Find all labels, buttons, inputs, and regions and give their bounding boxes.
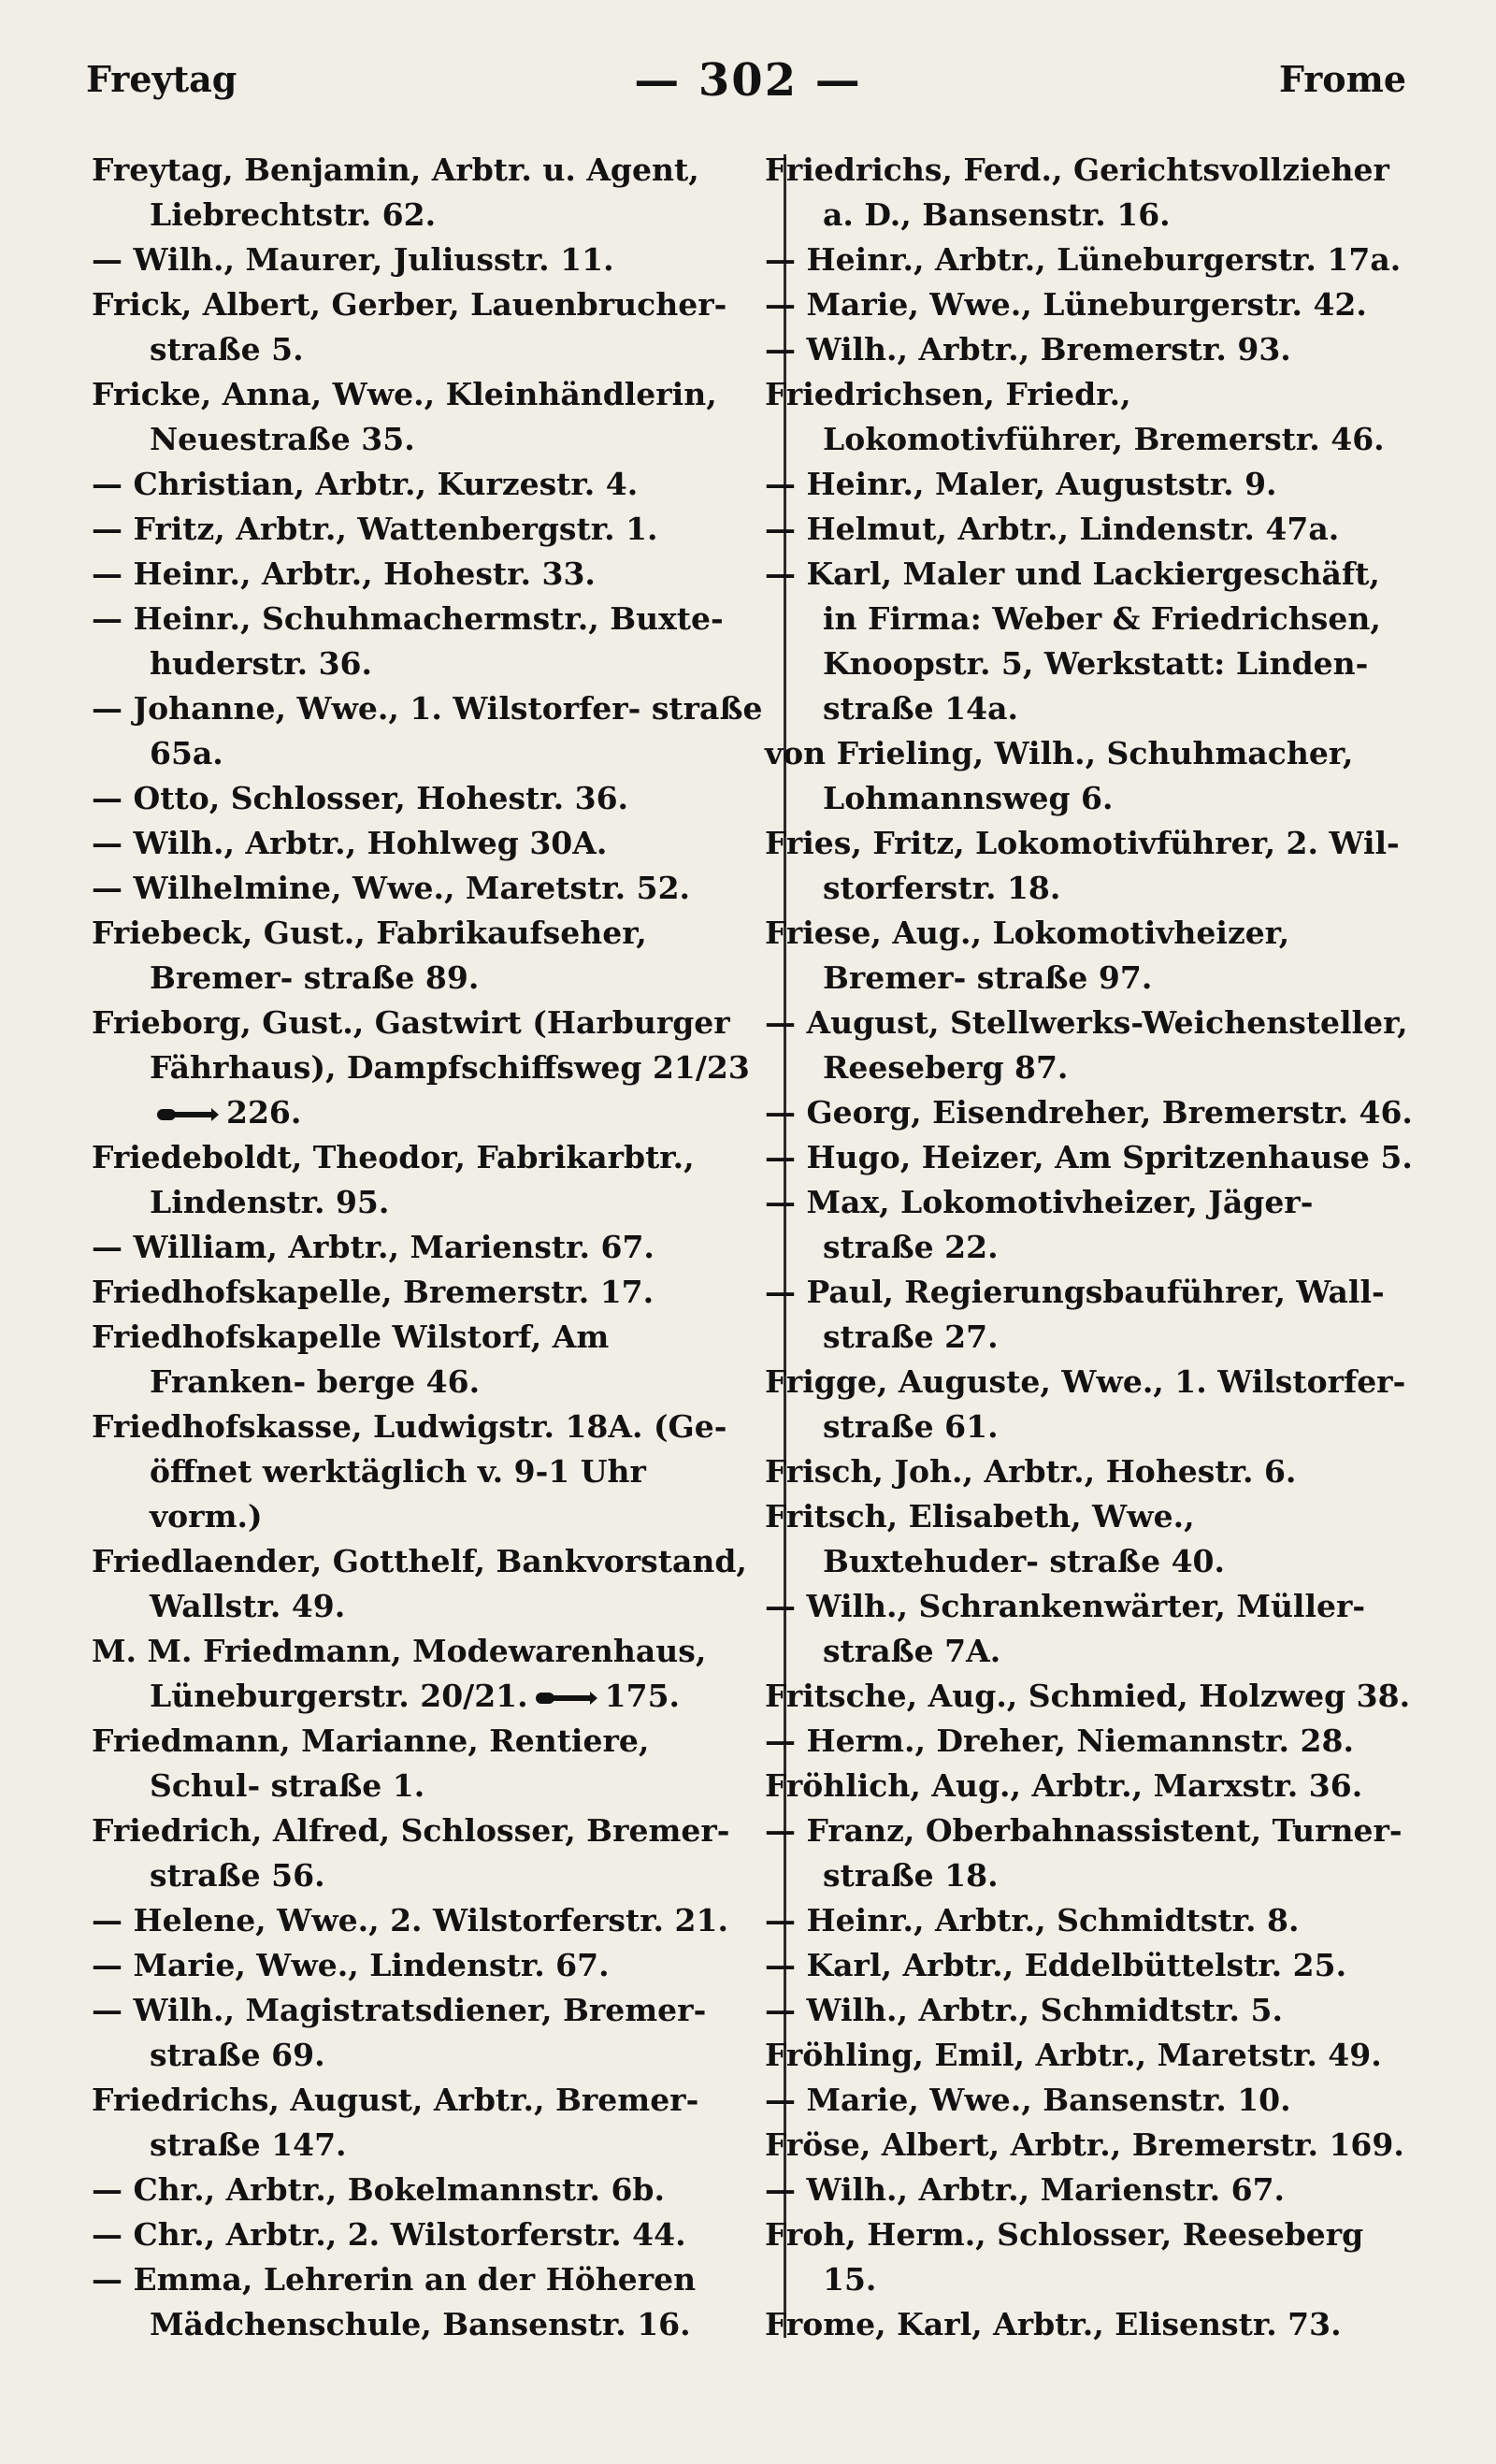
left-column: [92, 148, 765, 2347]
list-item: Friedrichs, August, Arbtr., Bremer- straße 147.: [92, 2082, 699, 2163]
list-item: — Wilh., Magistratsdiener, Bremer- straße 69.: [92, 1992, 707, 2073]
list-item: — Helmut, Arbtr., Lindenstr. 47a.: [765, 511, 1340, 547]
list-item: — Paul, Regierungsbauführer, Wall- straße 27.: [765, 1274, 1385, 1355]
list-item: — Wilh., Schrankenwärter, Müller- straße 7A.: [765, 1588, 1366, 1669]
list-item: — Wilh., Arbtr., Schmidtstr. 5.: [765, 1992, 1283, 2028]
entry-text: M. M. Friedmann, Modewarenhaus, Lüneburgerstr. 20/21.: [92, 1633, 707, 1714]
list-item: Friedmann, Marianne, Rentiere, Schul- straße 1.: [92, 1722, 650, 1804]
list-item: Frick, Albert, Gerber, Lauenbrucher- straße 5.: [92, 286, 727, 367]
list-item: — Otto, Schlosser, Hohestr. 36.: [92, 780, 629, 816]
list-item: — August, Stellwerks-Weichensteller, Reeseberg 87.: [765, 1004, 1408, 1086]
page-number: — 302 —: [634, 54, 862, 107]
list-item: — Helene, Wwe., 2. Wilstorferstr. 21.: [92, 1902, 728, 1938]
list-item: — Karl, Maler und Lackiergeschäft, in Firma: Weber & Friedrichsen, Knoopstr. 5, Werkstatt: Linden- straße 14a.: [765, 555, 1381, 727]
list-item: Freytag, Benjamin, Arbtr. u. Agent, Liebrechtstr. 62.: [92, 151, 699, 233]
list-item: — Fritz, Arbtr., Wattenbergstr. 1.: [92, 511, 658, 547]
list-item: Friedhofskapelle, Bremerstr. 17.: [92, 1274, 654, 1310]
list-item: Friese, Aug., Lokomotivheizer, Bremer- straße 97.: [765, 915, 1290, 996]
list-item: Friedlaender, Gotthelf, Bankvorstand, Wallstr. 49.: [92, 1543, 747, 1624]
list-item: — Heinr., Schuhmachermstr., Buxte- huderstr. 36.: [92, 600, 724, 682]
list-item: Friedhofskapelle Wilstorf, Am Franken- berge 46.: [92, 1318, 610, 1400]
list-item: Friebeck, Gust., Fabrikaufseher, Bremer- straße 89.: [92, 915, 647, 996]
list-item: — Johanne, Wwe., 1. Wilstorfer- straße 65a.: [92, 690, 763, 771]
list-item: — Heinr., Arbtr., Schmidtstr. 8.: [765, 1902, 1300, 1938]
list-item: — Hugo, Heizer, Am Spritzenhause 5.: [765, 1139, 1413, 1175]
list-item: Fröhling, Emil, Arbtr., Maretstr. 49.: [765, 2037, 1382, 2073]
telephone-number: 175.: [604, 1678, 681, 1714]
list-item: [92, 1001, 765, 1135]
list-item: — Karl, Arbtr., Eddelbüttelstr. 25.: [765, 1947, 1347, 1983]
header-right-word: Frome: [1278, 58, 1406, 100]
header-left-word: Freytag: [86, 58, 237, 100]
list-item: — Heinr., Arbtr., Hohestr. 33.: [92, 555, 596, 592]
list-item: Fries, Fritz, Lokomotivführer, 2. Wil- storferstr. 18.: [765, 825, 1400, 906]
list-item: — Herm., Dreher, Niemannstr. 28.: [765, 1722, 1354, 1759]
list-item: — Emma, Lehrerin an der Höheren Mädchenschule, Bansenstr. 16.: [92, 2261, 697, 2342]
right-column: [765, 148, 1419, 2347]
list-item: Froh, Herm., Schlosser, Reeseberg 15.: [765, 2216, 1364, 2298]
list-item: — Max, Lokomotivheizer, Jäger- straße 22.: [765, 1184, 1314, 1265]
list-item: — Marie, Wwe., Lindenstr. 67.: [92, 1947, 610, 1983]
list-item: — Franz, Oberbahnassistent, Turner- straße 18.: [765, 1812, 1402, 1894]
telephone-icon: [534, 1688, 599, 1708]
list-item: — Wilh., Arbtr., Marienstr. 67.: [765, 2171, 1286, 2208]
list-item: — Heinr., Arbtr., Lüneburgerstr. 17a.: [765, 241, 1402, 278]
list-item: — Chr., Arbtr., 2. Wilstorferstr. 44.: [92, 2216, 686, 2253]
list-item: Frigge, Auguste, Wwe., 1. Wilstorfer- straße 61.: [765, 1363, 1406, 1445]
telephone-number: 226.: [226, 1094, 302, 1131]
list-item: Frome, Karl, Arbtr., Elisenstr. 73.: [765, 2306, 1342, 2342]
list-item: Friedhofskasse, Ludwigstr. 18A. (Ge- öffnet werktäglich v. 9-1 Uhr vorm.): [92, 1408, 727, 1535]
list-item: — Chr., Arbtr., Bokelmannstr. 6b.: [92, 2171, 665, 2208]
list-item: — Christian, Arbtr., Kurzestr. 4.: [92, 466, 639, 502]
list-item: Fritsche, Aug., Schmied, Holzweg 38.: [765, 1678, 1411, 1714]
list-item: — Marie, Wwe., Bansenstr. 10.: [765, 2082, 1291, 2118]
list-item: Fröse, Albert, Arbtr., Bremerstr. 169.: [765, 2126, 1404, 2163]
list-item: Fricke, Anna, Wwe., Kleinhändlerin, Neuestraße 35.: [92, 376, 717, 457]
list-item: Friedrichsen, Friedr., Lokomotivführer, Bremerstr. 46.: [765, 376, 1385, 457]
list-item: Friedrichs, Ferd., Gerichtsvollzieher a. D., Bansenstr. 16.: [765, 151, 1389, 233]
list-item: Fröhlich, Aug., Arbtr., Marxstr. 36.: [765, 1767, 1363, 1804]
entry-text: Frieborg, Gust., Gastwirt (Harburger Fährhaus), Dampfschiffsweg 21/23: [92, 1004, 750, 1086]
list-item: — William, Arbtr., Marienstr. 67.: [92, 1229, 654, 1265]
list-item: — Heinr., Maler, Auguststr. 9.: [765, 466, 1277, 502]
list-item: — Marie, Wwe., Lüneburgerstr. 42.: [765, 286, 1367, 323]
list-item: — Wilh., Maurer, Juliusstr. 11.: [92, 241, 614, 278]
list-item: — Wilhelmine, Wwe., Maretstr. 52.: [92, 870, 691, 906]
list-item: Friedrich, Alfred, Schlosser, Bremer- straße 56.: [92, 1812, 730, 1894]
list-item: — Wilh., Arbtr., Hohlweg 30A.: [92, 825, 608, 861]
list-item: — Georg, Eisendreher, Bremerstr. 46.: [765, 1094, 1413, 1131]
list-item: — Wilh., Arbtr., Bremerstr. 93.: [765, 331, 1291, 367]
list-item: Fritsch, Elisabeth, Wwe., Buxtehuder- straße 40.: [765, 1498, 1225, 1579]
list-item: [92, 1629, 765, 1719]
list-item: Frisch, Joh., Arbtr., Hohestr. 6.: [765, 1453, 1297, 1490]
telephone-icon: [155, 1104, 221, 1125]
list-item: Friedeboldt, Theodor, Fabrikarbtr., Lindenstr. 95.: [92, 1139, 695, 1220]
list-item: von Frieling, Wilh., Schuhmacher, Lohmannsweg 6.: [765, 735, 1354, 816]
